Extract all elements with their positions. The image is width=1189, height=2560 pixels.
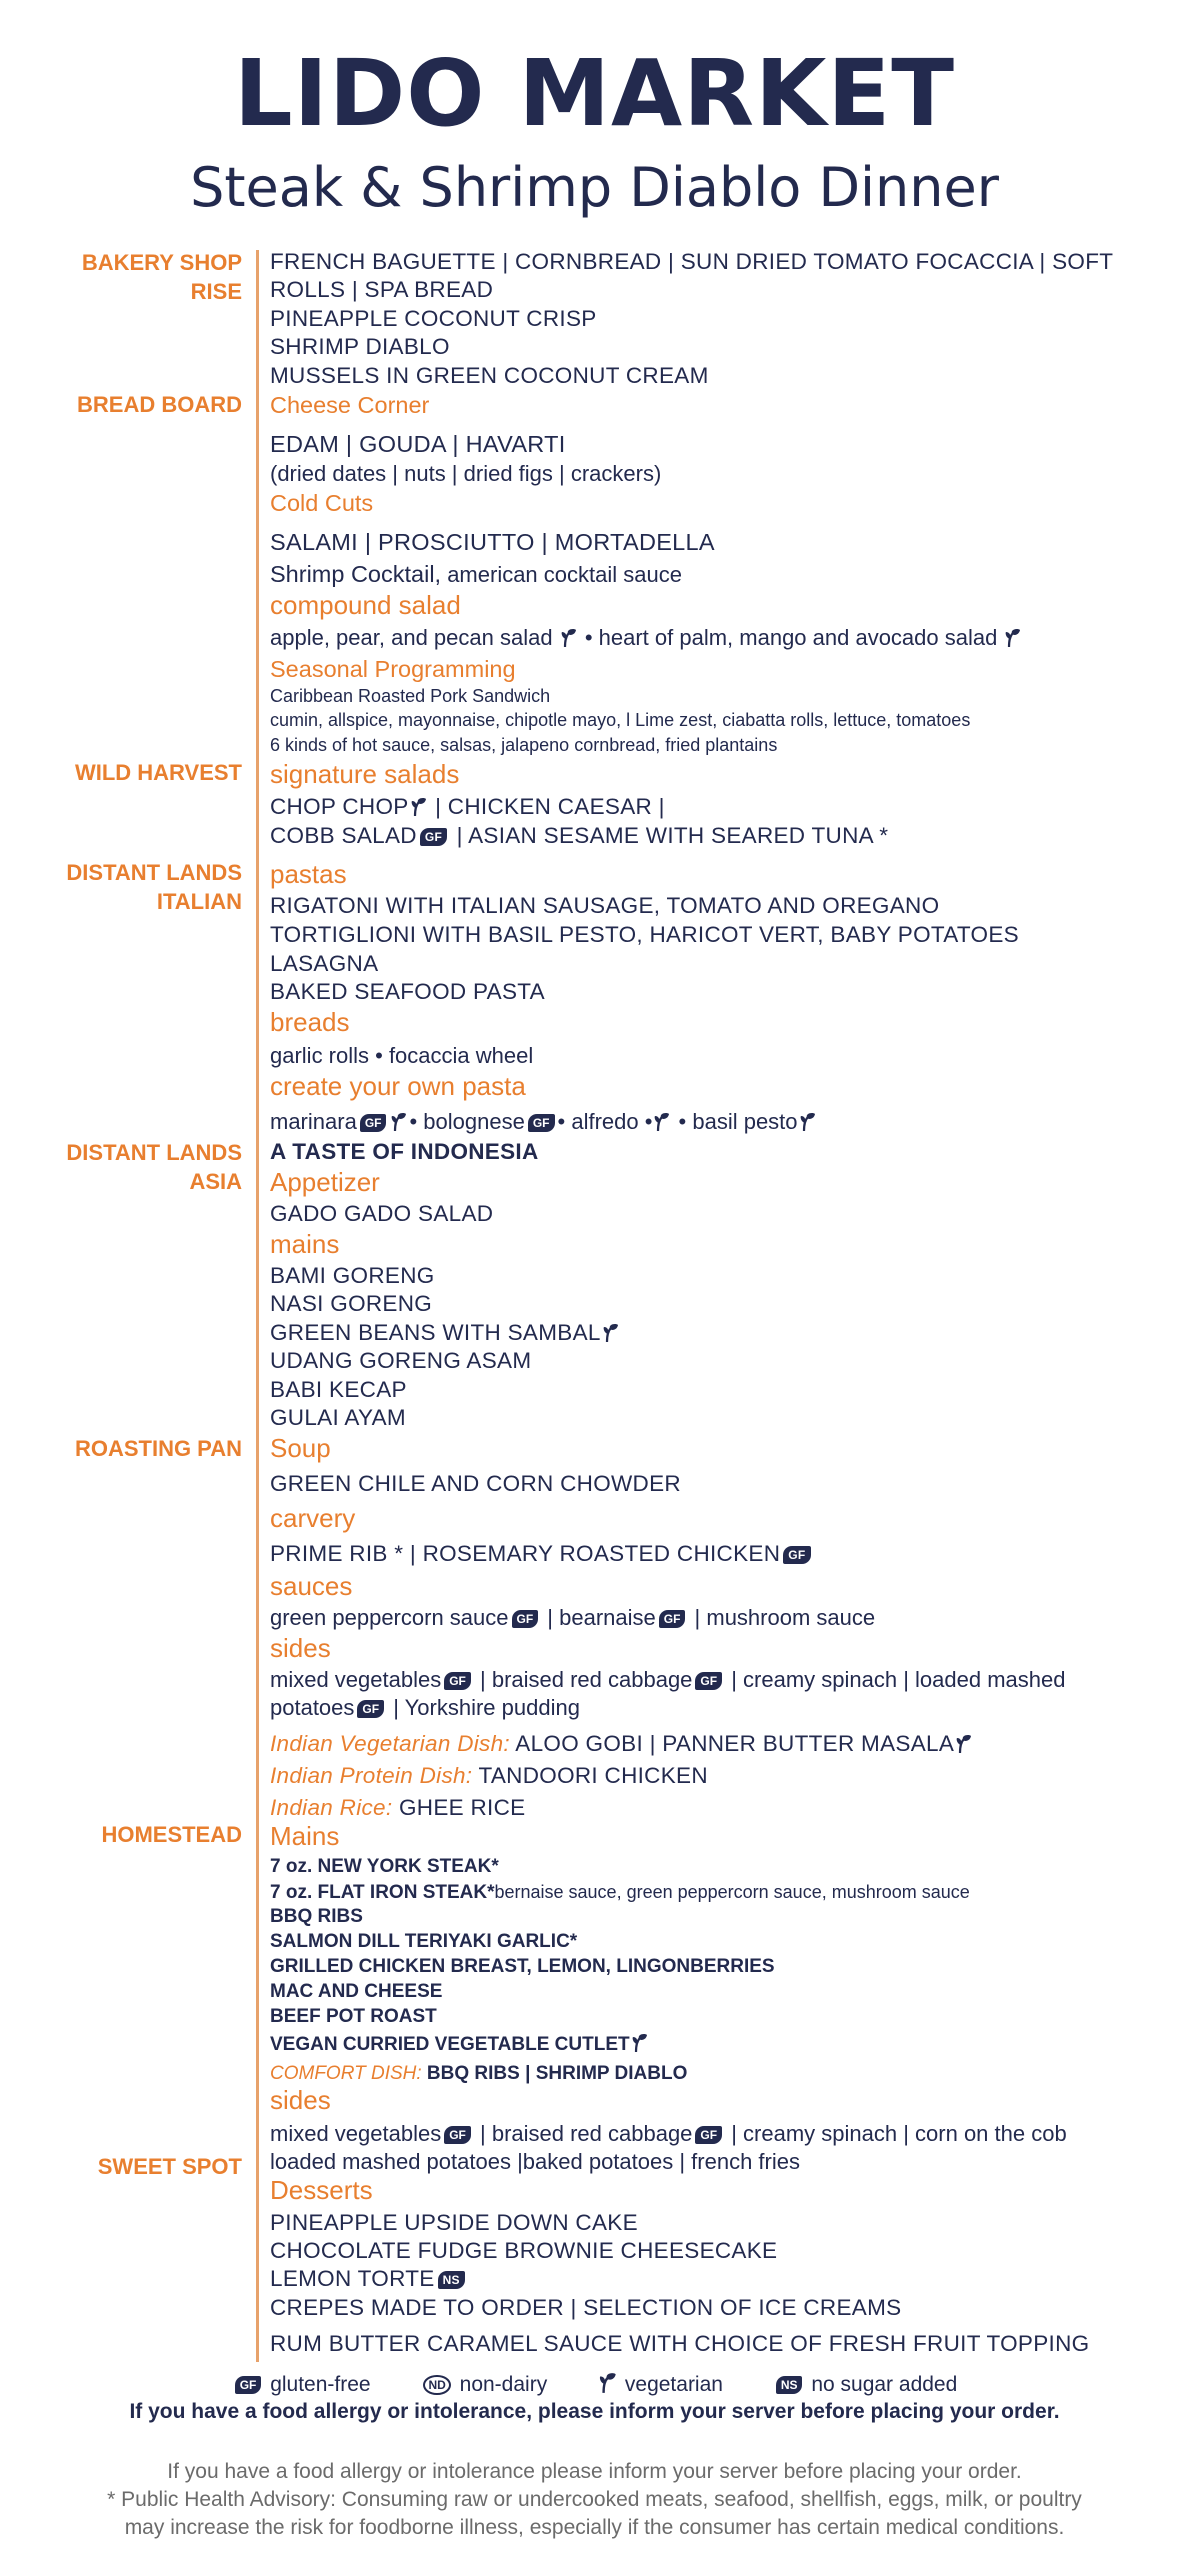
vegetarian-icon xyxy=(632,2033,648,2059)
section-heading: signature salads xyxy=(270,759,460,789)
dietary-legend xyxy=(0,2372,1189,2400)
item-label: Indian Protein Dish: xyxy=(270,1763,473,1788)
category-distant-lands-italian: DISTANT LANDS ITALIAN xyxy=(66,860,242,914)
gluten-free-icon: GF xyxy=(695,2126,722,2144)
menu-item xyxy=(270,2060,1170,2088)
legend-label: non-dairy xyxy=(459,2373,548,2396)
menu-item: ALOO GOBI | PANNER BUTTER MASALA xyxy=(509,1731,955,1756)
legend-label: gluten-free xyxy=(270,2373,371,2396)
menu-item: TORTIGLIONI WITH BASIL PESTO, HARICOT VERT, BABY POTATOES xyxy=(270,922,1019,947)
legend-label: vegetarian xyxy=(624,2373,723,2396)
menu-item: FRENCH BAGUETTE | CORNBREAD | SUN DRIED TOMATO FOCACCIA | SOFT xyxy=(270,249,1114,274)
menu-item: GULAI AYAM xyxy=(270,1405,406,1430)
menu-item: BBQ RIBS xyxy=(270,1906,363,1927)
menu-item: EDAM | GOUDA | HAVARTI xyxy=(270,431,566,457)
menu-item: GREEN BEANS WITH SAMBAL xyxy=(270,1320,601,1345)
allergy-disclaimer: If you have a food allergy or intolerance please inform your server before placing your order. xyxy=(167,2460,1022,2483)
section-heading: Seasonal Programming xyxy=(270,656,516,682)
menu-item: • alfredo • xyxy=(557,1109,653,1134)
menu-item: TANDOORI CHICKEN xyxy=(472,1763,708,1788)
section-heading: Mains xyxy=(270,1821,340,1851)
menu-item: | mushroom sauce xyxy=(688,1605,876,1630)
menu-item xyxy=(270,793,1170,824)
vegetarian-icon xyxy=(654,1111,670,1139)
gluten-free-icon: GF xyxy=(512,1610,539,1628)
menu-item: GRILLED CHICKEN BREAST, LEMON, LINGONBERRIES xyxy=(270,1956,775,1977)
menu-item: RIGATONI WITH ITALIAN SAUSAGE, TOMATO AND OREGANO xyxy=(270,893,940,918)
menu-item xyxy=(270,560,1170,589)
menu-item: CHOCOLATE FUDGE BROWNIE CHEESECAKE xyxy=(270,2238,778,2263)
section-heading: compound salad xyxy=(270,590,461,620)
gluten-free-icon: GF xyxy=(360,1114,387,1132)
no-sugar-added-icon: NS xyxy=(438,2271,465,2289)
menu-item-note: cumin, allspice, mayonnaise, chipotle mayo, l Lime zest, ciabatta rolls, lettuce, tomatoes xyxy=(270,710,971,730)
section-heading: carvery xyxy=(270,1503,356,1533)
menu-item xyxy=(270,1108,1170,1139)
section-heading: sides xyxy=(270,1633,331,1663)
menu-item: LEMON TORTE xyxy=(270,2266,435,2291)
menu-item: PINEAPPLE UPSIDE DOWN CAKE xyxy=(270,2210,638,2235)
menu-item: CHOP CHOP xyxy=(270,794,409,819)
menu-item: SALMON DILL TERIYAKI GARLIC* xyxy=(270,1931,578,1952)
section-title: A TASTE OF INDONESIA xyxy=(270,1139,539,1164)
menu-item: | CHICKEN CAESAR | xyxy=(428,794,665,819)
legend-label: no sugar added xyxy=(811,2373,958,2396)
menu-item: • bolognese xyxy=(409,1109,525,1134)
item-label: COMFORT DISH: xyxy=(270,2063,422,2084)
category-sweet-spot: SWEET SPOT xyxy=(97,2154,242,2179)
category-bakery-shop-rise: BAKERY SHOP RISE xyxy=(81,250,242,304)
menu-item: | bearnaise xyxy=(541,1605,656,1630)
menu-item: BAKED SEAFOOD PASTA xyxy=(270,979,545,1004)
menu-item: NASI GORENG xyxy=(270,1291,433,1316)
menu-item xyxy=(270,1881,1170,1904)
gluten-free-icon: GF xyxy=(444,2126,471,2144)
menu-item: marinara xyxy=(270,1109,357,1134)
vegetarian-icon xyxy=(391,1111,407,1139)
menu-item: garlic rolls • focaccia wheel xyxy=(270,1043,534,1068)
menu-item: | braised red cabbage xyxy=(473,1667,693,1692)
menu-item: GHEE RICE xyxy=(392,1795,526,1820)
menu-item: PRIME RIB * | ROSEMARY ROASTED CHICKEN xyxy=(270,1541,781,1566)
menu-item xyxy=(270,1604,1170,1632)
menu-item: LASAGNA xyxy=(270,951,379,976)
section-heading: Desserts xyxy=(270,2175,373,2205)
menu-item-note: 6 kinds of hot sauce, salsas, jalapeno cornbread, fried plantains xyxy=(270,735,778,755)
menu-item: | creamy spinach | loaded mashed xyxy=(725,1667,1066,1692)
menu-item: PINEAPPLE COCONUT CRISP xyxy=(270,306,597,331)
menu-item xyxy=(270,1762,1170,1790)
menu-item xyxy=(270,822,1170,850)
menu-item: apple, pear, and pecan salad xyxy=(270,625,553,650)
non-dairy-icon: ND xyxy=(423,2375,450,2395)
gluten-free-icon: GF xyxy=(783,1546,810,1564)
menu-item: COBB SALAD xyxy=(270,823,417,848)
category-distant-lands-asia: DISTANT LANDS ASIA xyxy=(66,1140,242,1194)
section-heading: breads xyxy=(270,1007,350,1037)
category-bread-board: BREAD BOARD xyxy=(77,392,242,417)
menu-item: 7 oz. FLAT IRON STEAK* xyxy=(270,1882,495,1903)
menu-item xyxy=(270,624,1170,655)
menu-item-note: bernaise sauce, green peppercorn sauce, mushroom sauce xyxy=(494,1882,970,1902)
menu-item: VEGAN CURRIED VEGETABLE CUTLET xyxy=(270,2034,630,2055)
section-heading: Cheese Corner xyxy=(270,392,430,418)
item-label: Indian Vegetarian Dish: xyxy=(270,1731,510,1756)
menu-item: loaded mashed potatoes |baked potatoes | french fries xyxy=(270,2149,800,2174)
separator: • xyxy=(584,625,599,650)
menu-item: mixed vegetables xyxy=(270,1667,442,1692)
menu-item: ROLLS | SPA BREAD xyxy=(270,277,494,302)
section-heading: Soup xyxy=(270,1433,331,1463)
section-heading: sides xyxy=(270,2085,331,2115)
menu-item: potatoes xyxy=(270,1695,355,1720)
menu-item: CREPES MADE TO ORDER | SELECTION OF ICE CREAMS xyxy=(270,2295,902,2320)
menu-item-note: american cocktail sauce xyxy=(441,562,682,587)
section-heading: pastas xyxy=(270,859,347,889)
gluten-free-icon: GF xyxy=(420,828,447,846)
vegetarian-icon xyxy=(956,1733,972,1761)
menu-item: RUM BUTTER CARAMEL SAUCE WITH CHOICE OF FRESH FRUIT TOPPING xyxy=(270,2331,1090,2356)
gluten-free-icon: GF xyxy=(659,1610,686,1628)
menu-item: | braised red cabbage xyxy=(473,2121,693,2146)
section-heading: create your own pasta xyxy=(270,1071,526,1101)
menu-item: BAMI GORENG xyxy=(270,1263,435,1288)
menu-subtitle: Steak & Shrimp Diablo Dinner xyxy=(190,156,999,219)
menu-item xyxy=(270,1319,1170,1350)
menu-item: mixed vegetables xyxy=(270,2121,442,2146)
menu-item xyxy=(270,1694,1170,1722)
menu-item xyxy=(270,1794,1170,1822)
menu-item: GREEN CHILE AND CORN CHOWDER xyxy=(270,1471,681,1496)
menu-item xyxy=(270,2120,1170,2148)
menu-item: heart of palm, mango and avocado salad xyxy=(598,625,998,650)
menu-item: UDANG GORENG ASAM xyxy=(270,1348,532,1373)
column-divider xyxy=(256,250,259,2362)
menu-item: BEEF POT ROAST xyxy=(270,2006,437,2027)
category-wild-harvest: WILD HARVEST xyxy=(74,760,242,785)
no-sugar-added-icon: NS xyxy=(776,2376,803,2394)
vegetarian-icon xyxy=(1005,627,1021,655)
health-advisory: * Public Health Advisory: Consuming raw or undercooked meats, seafood, shellfish, eggs, milk, or poultry xyxy=(107,2488,1082,2511)
menu-item: • basil pesto xyxy=(672,1109,798,1134)
item-label: Indian Rice: xyxy=(270,1795,393,1820)
menu-item: SALAMI | PROSCIUTTO | MORTADELLA xyxy=(270,529,715,555)
gluten-free-icon: GF xyxy=(357,1700,384,1718)
menu-item: | creamy spinach | corn on the cob xyxy=(725,2121,1067,2146)
page-title: LIDO MARKET xyxy=(234,40,955,147)
gluten-free-icon: GF xyxy=(695,1672,722,1690)
menu-item: 7 oz. NEW YORK STEAK* xyxy=(270,1856,499,1877)
menu-item: BBQ RIBS | SHRIMP DIABLO xyxy=(421,2063,688,2084)
vegetarian-icon xyxy=(800,1111,816,1139)
menu-item xyxy=(270,1666,1170,1694)
vegetarian-icon xyxy=(411,796,427,824)
vegetarian-icon xyxy=(599,2372,617,2400)
menu-item-note: (dried dates | nuts | dried figs | crackers) xyxy=(270,461,662,486)
menu-item xyxy=(270,1540,1170,1568)
allergy-notice: If you have a food allergy or intolerance, please inform your server before placing your order. xyxy=(129,2400,1060,2423)
section-heading: sauces xyxy=(270,1571,353,1601)
category-homestead: HOMESTEAD xyxy=(101,1822,242,1847)
vegetarian-icon xyxy=(561,627,577,655)
menu-item: GADO GADO SALAD xyxy=(270,1201,494,1226)
section-heading: Appetizer xyxy=(270,1167,380,1197)
menu-item xyxy=(270,2033,1170,2059)
menu-item: | ASIAN SESAME WITH SEARED TUNA * xyxy=(450,823,889,848)
menu-item: Shrimp Cocktail, xyxy=(270,561,442,587)
menu-item: SHRIMP DIABLO xyxy=(270,334,450,359)
section-heading: mains xyxy=(270,1229,340,1259)
menu-item: MAC AND CHEESE xyxy=(270,1981,443,2002)
category-roasting-pan: ROASTING PAN xyxy=(74,1436,242,1461)
menu-item: green peppercorn sauce xyxy=(270,1605,509,1630)
menu-item: BABI KECAP xyxy=(270,1377,407,1402)
health-advisory: may increase the risk for foodborne illness, especially if the consumer has certain medical conditions. xyxy=(124,2516,1065,2539)
vegetarian-icon xyxy=(603,1322,619,1350)
menu-item: | Yorkshire pudding xyxy=(387,1695,580,1720)
menu-item: Caribbean Roasted Pork Sandwich xyxy=(270,686,551,706)
section-heading: Cold Cuts xyxy=(270,490,374,516)
gluten-free-icon: GF xyxy=(444,1672,471,1690)
gluten-free-icon: GF xyxy=(235,2376,262,2394)
menu-item xyxy=(270,1730,1170,1761)
menu-item: MUSSELS IN GREEN COCONUT CREAM xyxy=(270,363,709,388)
menu-item xyxy=(270,2265,1170,2293)
gluten-free-icon: GF xyxy=(528,1114,555,1132)
